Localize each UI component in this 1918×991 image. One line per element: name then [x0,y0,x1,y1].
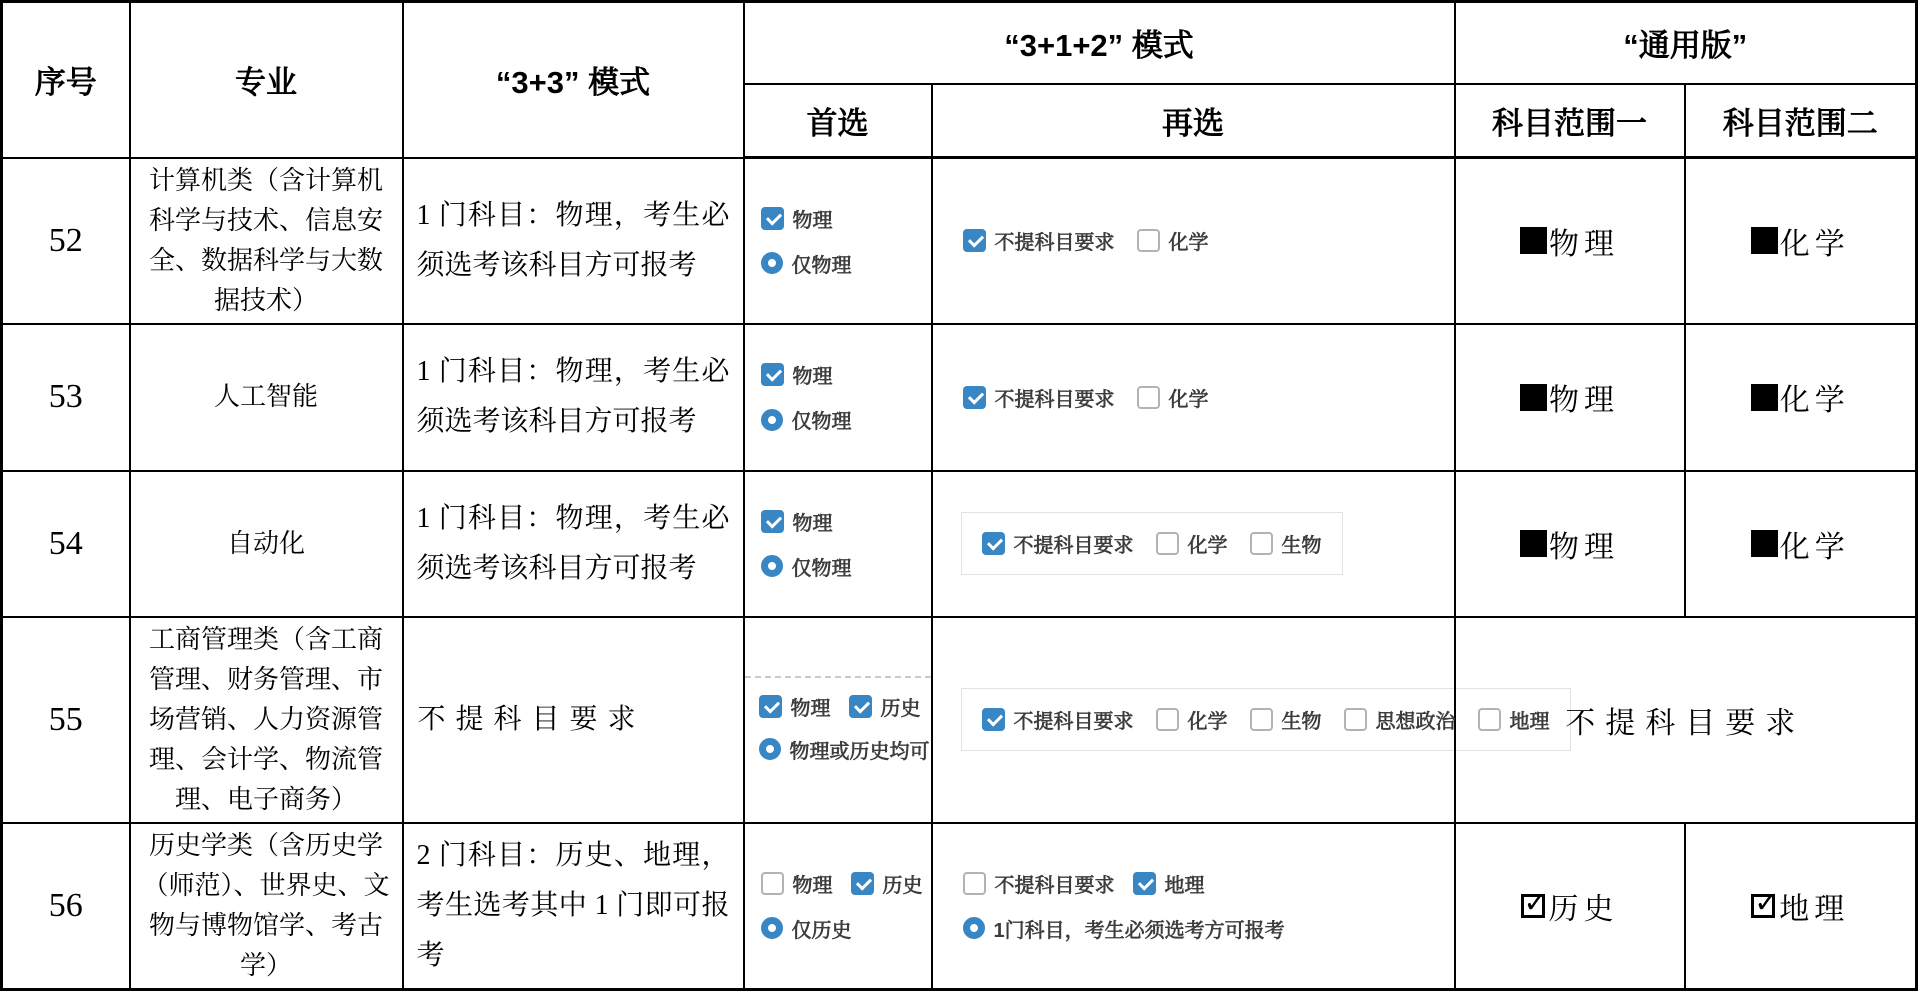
seq-cell: 54 [2,471,130,617]
mode33-cell: 不提科目要求 [403,617,744,823]
radio-physics-only[interactable] [761,409,783,431]
checkbox-biology[interactable] [1250,708,1273,731]
first-choice-cell [744,617,932,823]
checkbox-chemistry[interactable] [1156,708,1179,731]
checkbox-label: 历史 [880,697,921,720]
checkbox-chemistry[interactable] [1137,229,1160,252]
range1-cell [1455,324,1685,471]
first-choice-cell [744,823,932,990]
filled-square-icon [1751,530,1778,557]
col-header-second-choice: 再选 [932,84,1455,158]
table-row [2,471,1917,617]
checkbox-label: 思想政治 [1375,711,1456,733]
checkbox-no-subject-requirement[interactable] [963,229,986,252]
checkbox-label: 化学 [1187,535,1228,557]
checkbox-chemistry[interactable] [1156,532,1179,555]
range2-cell [1685,823,1917,990]
table-row [2,823,1917,990]
checkbox-label: 历史 [882,874,923,897]
checkbox-label: 不提科目要求 [994,388,1115,411]
checkbox-label: 化学 [1168,232,1209,255]
table-row [2,324,1917,471]
filled-square-icon [1520,384,1547,411]
checkbox-biology[interactable] [1250,532,1273,555]
col-header-mode33: “3+3” 模式 [403,2,744,158]
range1-cell [1455,158,1685,324]
major-cell: 工商管理类（含工商管理、财务管理、市场营销、人力资源管理、会计学、物流管理、电子商务） [130,617,403,823]
col-header-first-choice: 首选 [744,84,932,158]
checkbox-label: 生物 [1281,535,1322,557]
checkbox-label: 不提科目要求 [1013,535,1134,557]
checkbox-label: 生物 [1281,711,1322,733]
filled-square-icon [1520,227,1547,254]
checkbox-physics[interactable] [759,695,782,718]
checkbox-no-subject-requirement[interactable] [982,708,1005,731]
first-choice-cell [744,158,932,324]
header-row-top [2,2,1917,84]
radio-label: 仅物理 [791,254,852,277]
range1-cell [1455,471,1685,617]
filled-square-icon [1520,530,1547,557]
checkbox-history[interactable] [849,695,872,718]
checkbox-no-subject-requirement[interactable] [963,386,986,409]
mode33-cell: 2 门科目：历史、地理，考生选考其中 1 门即可报考 [403,823,744,990]
col-header-mode312: “3+1+2” 模式 [744,2,1455,84]
checkbox-no-subject-requirement[interactable] [982,532,1005,555]
checkbox-label: 物理 [792,874,833,897]
major-cell: 计算机类（含计算机科学与技术、信息安全、数据科学与大数据技术） [130,158,403,324]
checkbox-chemistry[interactable] [1137,386,1160,409]
major-cell: 人工智能 [130,324,403,471]
range2-label: 化学 [1779,530,1850,564]
range2-label: 地理 [1779,892,1850,926]
checkbox-physics[interactable] [761,872,784,895]
range2-label: 化学 [1779,384,1850,417]
checkbox-geography[interactable] [1478,708,1501,731]
col-header-range1: 科目范围一 [1455,84,1685,158]
second-choice-cell [932,617,1550,823]
major-cell: 自动化 [130,471,403,617]
radio-physics-only[interactable] [761,252,783,274]
checkbox-no-subject-requirement[interactable] [963,872,986,895]
seq-cell: 55 [2,617,130,823]
general-merged-cell: 不提科目要求 [1455,617,1917,823]
seq-cell: 56 [2,823,130,990]
table-row [2,617,1917,823]
checkbox-label: 物理 [790,697,831,720]
seq-cell: 52 [2,158,130,324]
checked-box-icon [1521,894,1545,918]
checkbox-physics[interactable] [761,207,784,230]
range2-cell [1685,158,1917,324]
checked-box-icon [1751,894,1775,918]
radio-label: 仅物理 [791,557,852,580]
second-choice-cell [932,823,1455,990]
radio-one-subject-required[interactable] [963,917,985,939]
radio-physics-or-history[interactable] [759,738,781,760]
col-header-range2: 科目范围二 [1685,84,1917,158]
first-choice-cell [744,471,932,617]
second-choice-cell [932,324,1455,471]
table-row [2,158,1917,324]
checkbox-label: 不提科目要求 [1013,711,1134,733]
checkbox-label: 化学 [1187,711,1228,733]
range1-label: 历史 [1548,892,1619,926]
first-choice-cell [744,324,932,471]
checkbox-label: 不提科目要求 [994,874,1115,897]
second-choice-cell [932,158,1455,324]
checkbox-label: 不提科目要求 [994,232,1115,255]
checkbox-physics[interactable] [761,363,784,386]
radio-physics-only[interactable] [761,555,783,577]
checkbox-label: 物理 [792,366,833,388]
mode33-cell: 1 门科目：物理，考生必须选考该科目方可报考 [403,324,744,471]
seq-cell: 53 [2,324,130,471]
checkbox-politics[interactable] [1344,708,1367,731]
checkbox-geography[interactable] [1133,872,1156,895]
second-choice-cell [932,471,1455,617]
radio-label: 1门科目，考生必须选考方可报考 [993,919,1285,942]
range1-cell [1455,823,1685,990]
range1-label: 物理 [1549,227,1620,261]
checkbox-history[interactable] [851,872,874,895]
range2-label: 化学 [1779,227,1850,261]
range2-cell [1685,471,1917,617]
major-cell: 历史学类（含历史学（师范）、世界史、文物与博物馆学、考古学） [130,823,403,990]
radio-label: 仅历史 [791,919,852,942]
radio-label: 仅物理 [791,411,852,433]
filled-square-icon [1751,227,1778,254]
col-header-major: 专业 [130,2,403,158]
range2-cell [1685,324,1917,471]
range1-label: 物理 [1549,384,1620,417]
checkbox-label: 地理 [1164,874,1205,897]
radio-label: 物理或历史均可 [789,740,930,763]
mode33-cell: 1 门科目：物理，考生必须选考该科目方可报考 [403,158,744,324]
range1-label: 物理 [1549,530,1620,564]
filled-square-icon [1751,384,1778,411]
checkbox-label: 地理 [1509,711,1550,733]
radio-history-only[interactable] [761,917,783,939]
checkbox-physics[interactable] [761,510,784,533]
checkbox-label: 物理 [792,512,833,535]
checkbox-label: 物理 [792,209,833,232]
mode33-cell: 1 门科目：物理，考生必须选考该科目方可报考 [403,471,744,617]
checkbox-label: 化学 [1168,388,1209,411]
col-header-seq: 序号 [2,2,130,158]
col-header-general: “通用版” [1455,2,1917,84]
